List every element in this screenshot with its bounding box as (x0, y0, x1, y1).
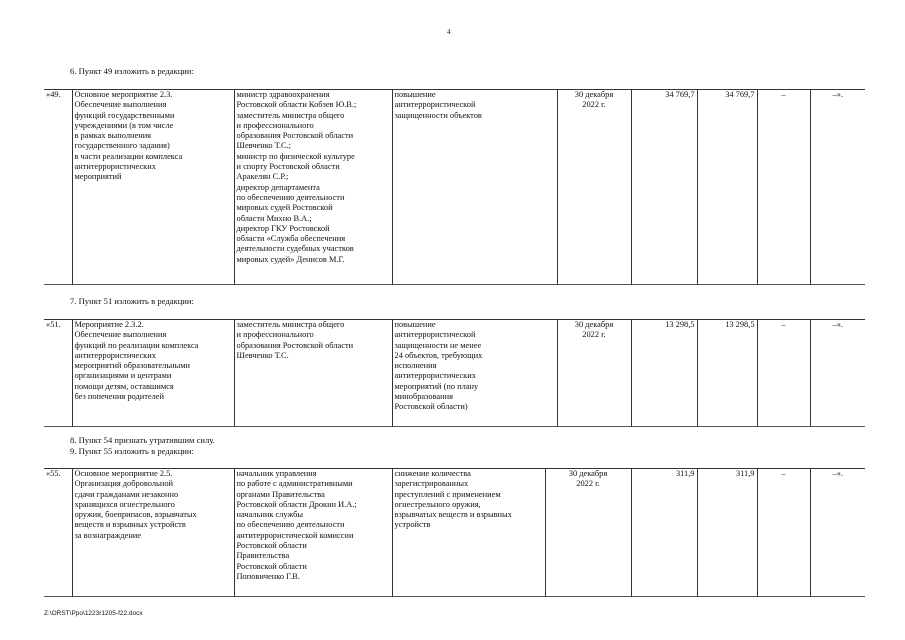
page-number: 4 (447, 28, 451, 36)
paragraph-item-7: 7. Пункт 51 изложить в редакции: (70, 296, 194, 306)
table-row-item-51 (44, 319, 865, 427)
measure-name: Мероприятие 2.3.2. Обеспечение выполнения функций по реализации комплекса антитеррористических мероприятий образовательными организациями и центрами помощи детям, оставшимся без попечения родителей (72, 320, 234, 427)
value-regional: 311,9 (697, 469, 757, 597)
paragraph-item-9: 9. Пункт 55 изложить в редакции: (70, 446, 194, 456)
measure-name: Основное мероприятие 2.3. Обеспечение выполнения функций государственными учреждениями (в том числе в рамках выполнения государственного задания) в части реализации комплекса антитеррористических мероприятий (72, 90, 234, 285)
value-total: 13 298,5 (631, 320, 697, 427)
deadline: 30 декабря 2022 г. (557, 90, 631, 285)
responsible-person: министр здравоохранения Ростовской области Кобзев Ю.В.; заместитель министра общего и профессионального образования Ростовской области Шевченко Т.С.; министр по физической культуре и спорту Ростовской области Аракелян С.Р.; директор департамента по обеспечению деятельности мировых судей Ростовской области Михно В.А.; директор ГКУ Ростовской области «Служба обеспечения деятельности судебных участков мировых судей» Денисов М.Г. (234, 90, 392, 285)
value-total: 34 769,7 (631, 90, 697, 285)
row-number: «49. (46, 90, 61, 99)
expected-result: повышение антитеррористической защищенности не менее 24 объектов, требующих исполнения антитеррористических мероприятий (по плану минобразования Ростовской области) (392, 320, 557, 427)
responsible-person: начальник управления по работе с административными органами Правительства Ростовской области Дрокин И.А.; начальник службы по обеспечению деятельности антитеррористической комиссии Ростовской области Правительства Ростовской области Поповиченко Г.В. (234, 469, 392, 597)
deadline: 30 декабря 2022 г. (557, 320, 631, 427)
responsible-person: заместитель министра общего и профессионального образования Ростовской области Шевченко Т.С. (234, 320, 392, 427)
file-path-footer: Z:\ORST\Ppo\1223r1205-f22.docx (44, 610, 143, 617)
row-number: «55. (46, 469, 61, 478)
value-federal: – (757, 469, 810, 597)
table-row-item-55 (44, 468, 865, 597)
value-other: –». (810, 320, 865, 427)
value-regional: 34 769,7 (697, 90, 757, 285)
measure-name: Основное мероприятие 2.5. Организация добровольной сдачи гражданами незаконно хранящихся огнестрельного оружия, боеприпасов, взрывчатых веществ и взрывных устройств за вознаграждение (72, 469, 234, 597)
expected-result: снижение количества зарегистрированных преступлений с применением огнестрельного оружия, взрывчатых веществ и взрывных устройств (392, 469, 545, 597)
value-total: 311,9 (631, 469, 697, 597)
table-row-item-49 (44, 89, 865, 285)
value-other: –». (810, 469, 865, 597)
row-number: «51. (46, 320, 61, 329)
paragraph-item-6: 6. Пункт 49 изложить в редакции: (70, 66, 194, 76)
expected-result: повышение антитеррористической защищенности объектов (392, 90, 557, 285)
deadline: 30 декабря 2022 г. (545, 469, 631, 597)
value-federal: – (757, 90, 810, 285)
paragraph-item-8: 8. Пункт 54 признать утратившим силу. (70, 435, 215, 445)
value-other: –». (810, 90, 865, 285)
value-regional: 13 298,5 (697, 320, 757, 427)
value-federal: – (757, 320, 810, 427)
